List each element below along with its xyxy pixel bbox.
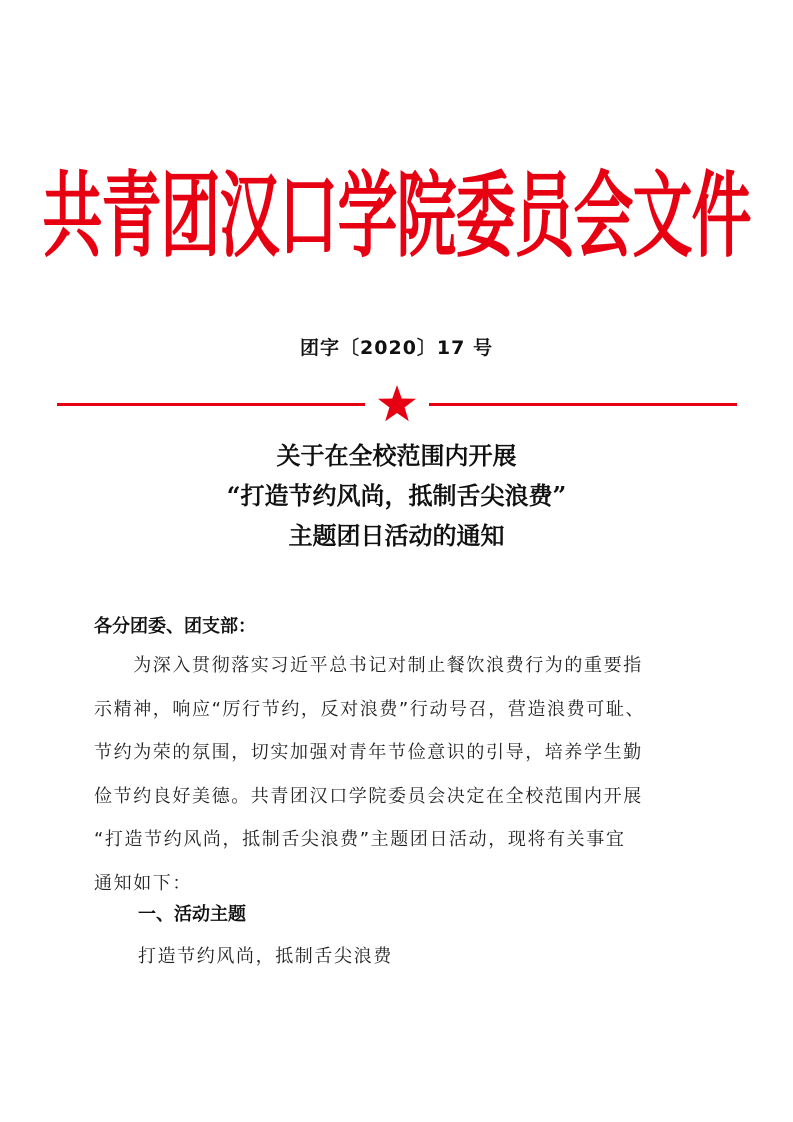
body-line: 通知如下： xyxy=(94,872,192,894)
body-line: 俭节约良好美德。共青团汉口学院委员会决定在全校范围内开展 xyxy=(94,785,643,807)
body-paragraph xyxy=(94,644,706,905)
section-heading-theme: 一、活动主题 xyxy=(138,904,246,925)
body-line: “打造节约风尚，抵制舌尖浪费”主题团日活动，现将有关事宜 xyxy=(94,829,626,850)
red-divider xyxy=(57,384,737,424)
body-line: 节约为荣的氛围，切实加强对青年节俭意识的引导，培养学生勤 xyxy=(94,742,643,763)
body-line: 示精神，响应“厉行节约，反对浪费”行动号召，营造浪费可耻、 xyxy=(94,698,646,720)
document-title xyxy=(0,436,793,556)
title-line-2: “打造节约风尚，抵制舌尖浪费” xyxy=(226,481,567,510)
title-line-3: 主题团日活动的通知 xyxy=(288,521,505,550)
star-icon xyxy=(377,384,417,424)
document-number: 团字〔2020〕17 号 xyxy=(300,337,493,359)
document-masthead: 共青团汉口学院委员会文件 xyxy=(42,162,751,272)
section-text-theme: 打造节约风尚，抵制舌尖浪费 xyxy=(138,946,393,967)
divider-line-right xyxy=(429,403,737,406)
divider-line-left xyxy=(57,403,365,406)
title-line-1: 关于在全校范围内开展 xyxy=(276,441,517,470)
body-line: 为深入贯彻落实习近平总书记对制止餐饮浪费行为的重要指 xyxy=(94,655,643,676)
salutation: 各分团委、团支部： xyxy=(94,616,256,637)
